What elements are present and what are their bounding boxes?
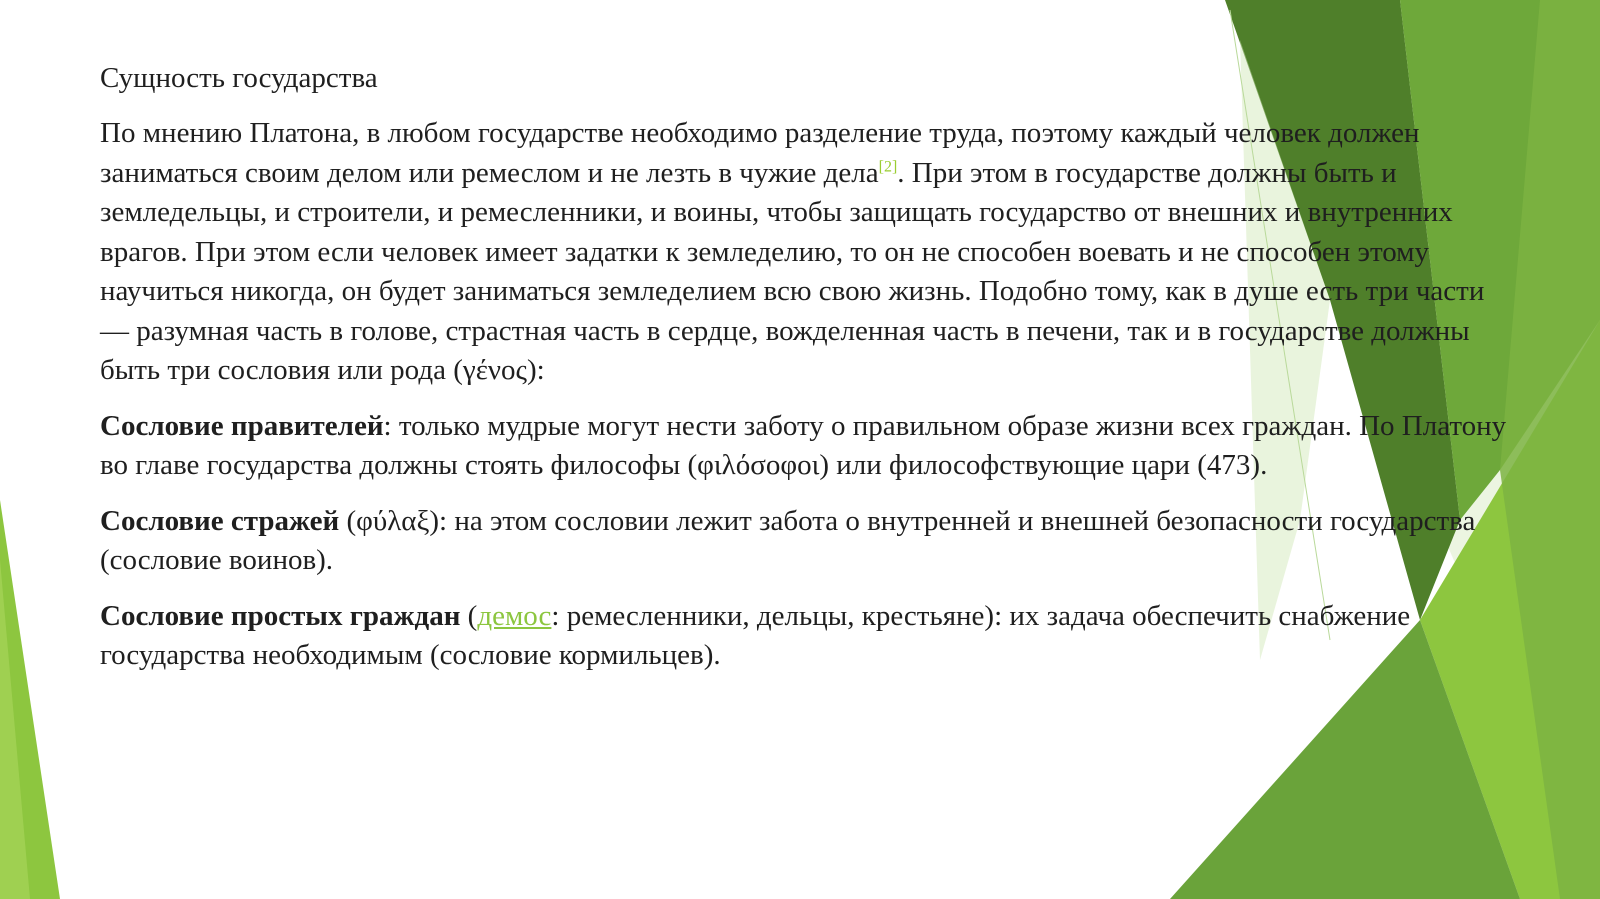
commoners-text: : ремесленники, дельцы, крестьяне): их задача обеспечить снабжение государства необходимым (сословие кормильцев).	[100, 599, 1411, 671]
commoners-paragraph	[100, 597, 1520, 676]
intro-text-part1: По мнению Платона, в любом государстве необходимо разделение труда, поэтому каждый человек должен заниматься своим делом или ремеслом и не лезть в чужие дела	[100, 117, 1420, 189]
guards-heading: Сословие стражей	[100, 504, 340, 537]
slide-title: Сущность государства	[100, 62, 378, 94]
commoners-open-paren: (	[460, 599, 478, 632]
commoners-heading: Сословие простых граждан	[100, 599, 461, 632]
intro-text-part2: . При этом в государстве должны быть и земледельцы, и строители, и ремесленники, и воины, чтобы защищать государство от внешних и внутренних врагов. При этом если человек имеет задатки к земледелию, то он не способен воевать и не способен этому научиться никогда, он будет заниматься земледелием всю свою жизнь. Подобно тому, как в душе есть три части — разумная часть в голове, страстная часть в сердце, вожделенная часть в печени, так и в государстве должны быть три сословия или рода (γένος):	[100, 156, 1485, 386]
slide-content	[100, 56, 1520, 692]
demos-link[interactable]: демос	[477, 599, 552, 632]
guards-text: (φύλαξ): на этом сословии лежит забота о внутренней и внешней безопасности государства (сословие воинов).	[100, 504, 1476, 576]
guards-paragraph	[100, 502, 1520, 581]
footnote-ref-link[interactable]: [2]	[878, 157, 898, 175]
rulers-paragraph	[100, 407, 1520, 486]
rulers-text: : только мудрые могут нести заботу о правильном образе жизни всех граждан. По Платону во главе государства должны стоять философы (φιλόσοφοι) или философствующие цари (473).	[100, 409, 1507, 481]
rulers-heading: Сословие правителей	[100, 409, 384, 442]
intro-paragraph	[100, 114, 1520, 391]
